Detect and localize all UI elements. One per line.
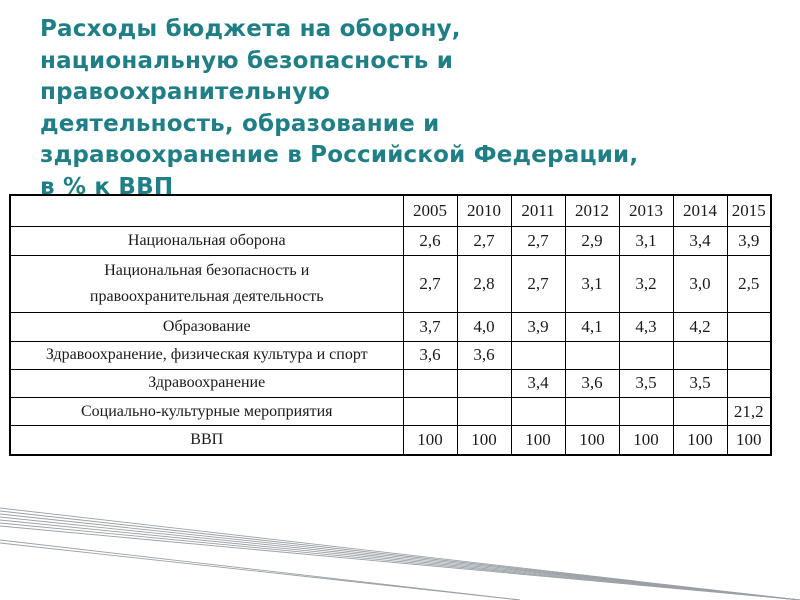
- value-cell: 2,7: [511, 226, 565, 255]
- value-cell: [457, 369, 511, 397]
- title-line: деятельность, образование и: [40, 110, 440, 137]
- value-cell: 21,2: [727, 398, 771, 426]
- year-header: 2013: [619, 195, 673, 226]
- value-cell: 4,1: [565, 313, 619, 341]
- year-header: 2011: [511, 195, 565, 226]
- value-cell: 3,9: [727, 226, 771, 255]
- table-row: [10, 341, 771, 369]
- value-cell: [727, 369, 771, 397]
- decorative-lines: [0, 480, 800, 600]
- value-cell: 3,1: [565, 255, 619, 312]
- table-row: [10, 226, 771, 255]
- value-cell: [673, 341, 727, 369]
- row-label: [10, 398, 403, 426]
- table-row: [10, 313, 771, 341]
- value-cell: [565, 341, 619, 369]
- year-header: 2005: [403, 195, 457, 226]
- value-cell: 3,2: [619, 255, 673, 312]
- value-cell: 2,9: [565, 226, 619, 255]
- title-line: в % к ВВП: [40, 173, 174, 194]
- value-cell: [511, 341, 565, 369]
- value-cell: 3,4: [673, 226, 727, 255]
- value-cell: 3,9: [511, 313, 565, 341]
- row-label-line: Образование: [162, 317, 251, 335]
- value-cell: 2,7: [403, 255, 457, 312]
- title-line: правоохранительную: [40, 79, 331, 105]
- row-label: [10, 313, 403, 341]
- value-cell: [673, 398, 727, 426]
- value-cell: 2,7: [457, 226, 511, 255]
- row-label: [10, 341, 403, 369]
- corner-cell: [10, 195, 403, 226]
- value-cell: 3,5: [673, 369, 727, 397]
- value-cell: [619, 341, 673, 369]
- budget-table: [9, 194, 772, 456]
- year-header: 2010: [457, 195, 511, 226]
- value-cell: 4,3: [619, 313, 673, 341]
- value-cell: 100: [457, 426, 511, 455]
- value-cell: [727, 341, 771, 369]
- value-cell: 3,5: [619, 369, 673, 397]
- value-cell: 3,6: [565, 369, 619, 397]
- table-row: [10, 369, 771, 397]
- row-label: [10, 369, 403, 397]
- value-cell: [403, 398, 457, 426]
- value-cell: 3,4: [511, 369, 565, 397]
- title-line: Расходы бюджета на оборону,: [40, 16, 461, 42]
- value-cell: 3,1: [619, 226, 673, 255]
- value-cell: [727, 313, 771, 341]
- value-cell: 100: [619, 426, 673, 455]
- value-cell: [619, 398, 673, 426]
- year-header: 2015: [727, 195, 771, 226]
- row-label-line: Национальная безопасность и: [104, 262, 310, 280]
- value-cell: 4,2: [673, 313, 727, 341]
- row-label-line: Социально-культурные мероприятия: [80, 402, 333, 420]
- value-cell: 4,0: [457, 313, 511, 341]
- slide-title: [40, 14, 760, 194]
- value-cell: 3,0: [673, 255, 727, 312]
- row-label-line: Здравоохранение: [148, 374, 266, 392]
- value-cell: 100: [403, 426, 457, 455]
- title-line: национальную безопасность и: [40, 47, 454, 74]
- year-header: 2014: [673, 195, 727, 226]
- value-cell: 2,5: [727, 255, 771, 312]
- table-row: [10, 398, 771, 426]
- table-row: [10, 255, 771, 312]
- row-label-line: Национальная оборона: [127, 231, 286, 249]
- value-cell: 100: [727, 426, 771, 455]
- row-label: [10, 426, 403, 455]
- row-label-line: ВВП: [190, 431, 224, 449]
- year-header: 2012: [565, 195, 619, 226]
- value-cell: [403, 369, 457, 397]
- value-cell: [565, 398, 619, 426]
- value-cell: 3,7: [403, 313, 457, 341]
- header-row: [10, 195, 771, 226]
- value-cell: 2,6: [403, 226, 457, 255]
- row-label: [10, 226, 403, 255]
- value-cell: [457, 398, 511, 426]
- value-cell: [511, 398, 565, 426]
- value-cell: 100: [673, 426, 727, 455]
- title-line: здравоохранение в Российской Федерации,: [40, 142, 639, 168]
- value-cell: 100: [565, 426, 619, 455]
- value-cell: 2,8: [457, 255, 511, 312]
- value-cell: 2,7: [511, 255, 565, 312]
- value-cell: 100: [511, 426, 565, 455]
- row-label: [10, 255, 403, 312]
- value-cell: 3,6: [403, 341, 457, 369]
- row-label-line: Здравоохранение, физическая культура и спорт: [45, 346, 368, 364]
- row-label-line: правоохранительная деятельность: [89, 288, 324, 306]
- value-cell: 3,6: [457, 341, 511, 369]
- table-row: [10, 426, 771, 455]
